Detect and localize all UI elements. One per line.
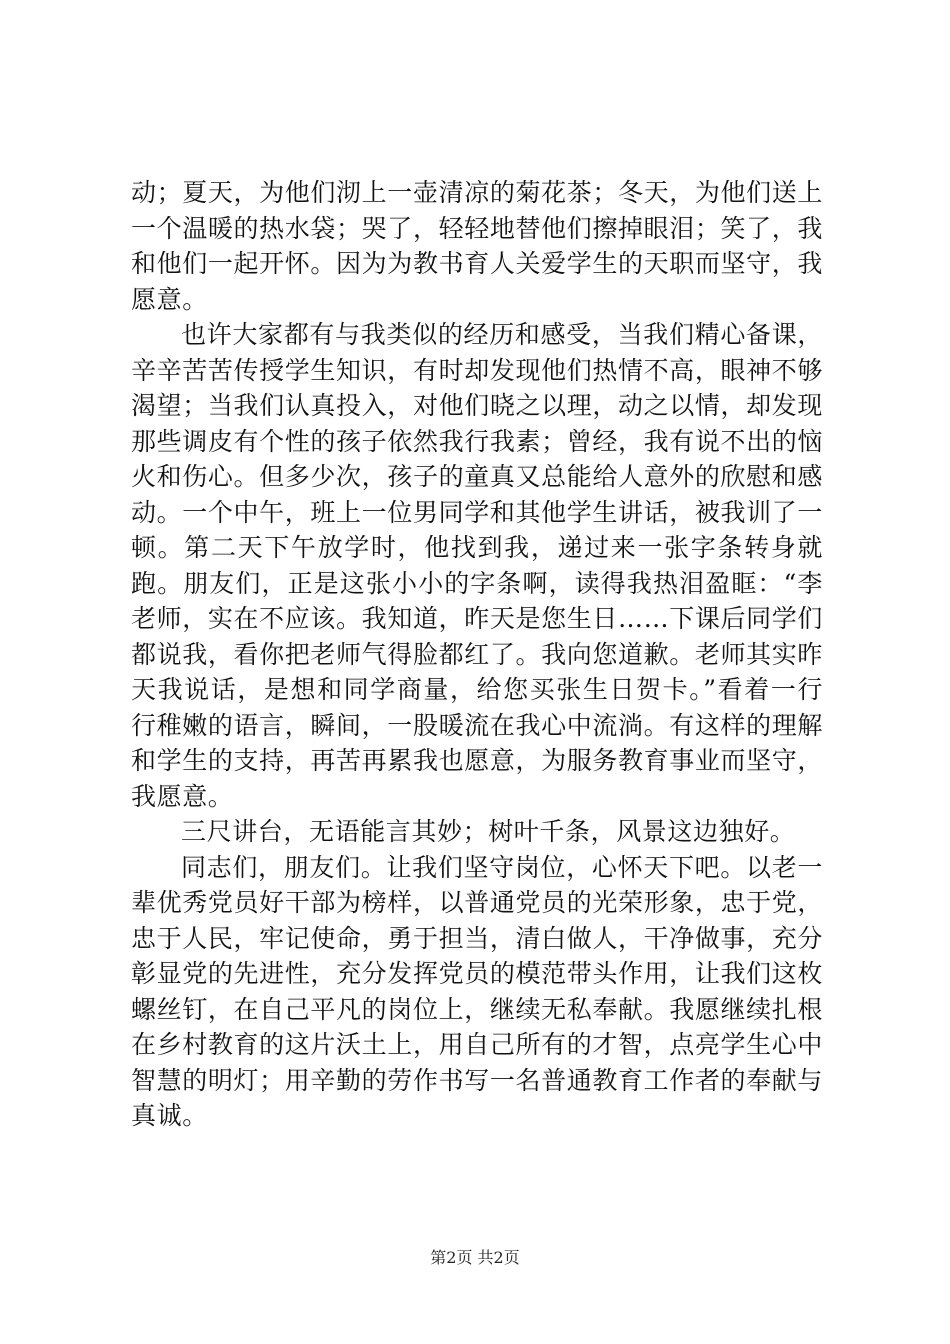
document-body (131, 175, 823, 1134)
paragraph-3: 三尺讲台，无语能言其妙；树叶千条，风景这边独好。 (181, 817, 796, 846)
paragraph-1: 动；夏天，为他们沏上一壶清凉的菊花茶；冬天，为他们送上一个温暖的热水袋；哭了，轻轻地替他们擦掉眼泪；笑了，我和他们一起开怀。因为为教书育人关爱学生的天职而坚守，我愿意。 (131, 178, 823, 314)
paragraph-2: 也许大家都有与我类似的经历和感受，当我们精心备课，辛辛苦苦传授学生知识，有时却发现他们热情不高，眼神不够渴望；当我们认真投入，对他们晓之以理，动之以情，却发现那些调皮有个性的孩子依然我行我素；曾经，我有说不出的恼火和伤心。但多少次，孩子的童真又总能给人意外的欣慰和感动。一个中午，班上一位男同学和其他学生讲话，被我训了一顿。第二天下午放学时，他找到我，递过来一张字条转身就跑。朋友们，正是这张小小的字条啊，读得我热泪盈眶：“李老师，实在不应该。我知道，昨天是您生日……下课后同学们都说我，看你把老师气得脸都红了。我向您道歉。老师其实昨天我说话，是想和同学商量，给您买张生日贺卡。”看着一行行稚嫩的语言，瞬间，一股暖流在我心中流淌。有这样的理解和学生的支持，再苦再累我也愿意，为服务教育事业而坚守，我愿意。 (131, 320, 823, 811)
paragraph-4: 同志们，朋友们。让我们坚守岗位，心怀天下吧。以老一辈优秀党员好干部为榜样，以普通党员的光荣形象，忠于党，忠于人民，牢记使命，勇于担当，清白做人，干净做事，充分彰显党的先进性，充分发挥党员的模范带头作用，让我们这枚螺丝钉，在自己平凡的岗位上，继续无私奉献。我愿继续扎根在乡村教育的这片沃土上，用自己所有的才智，点亮学生心中智慧的明灯；用辛勤的劳作书写一名普通教育工作者的奉献与真诚。 (131, 852, 823, 1130)
page-number-footer: 第2页 共2页 (430, 1248, 520, 1267)
